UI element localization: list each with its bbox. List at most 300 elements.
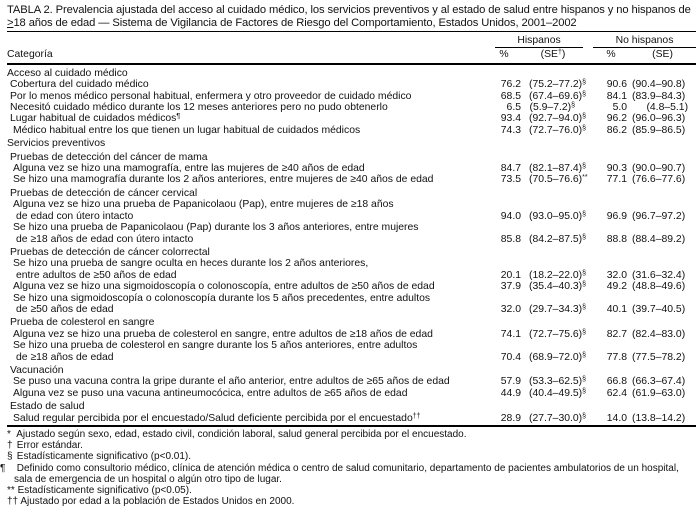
footnote-mark: §	[7, 451, 13, 463]
nonhispanic-ci	[629, 234, 696, 245]
hispanic-ci-value: (68.9–72.0)	[529, 351, 583, 363]
empty-cell	[583, 363, 593, 376]
nonhispanic-pct-value: 96.2	[606, 113, 628, 125]
empty-cell	[629, 186, 696, 199]
hispanic-pct-value: 68.5	[500, 90, 521, 102]
nonhispanic-pct-value: 40.1	[606, 303, 628, 315]
title-text: TABLA 2. Prevalencia ajustada del acceso al cuidado médico, los servicios preventivos y al estado de salud entre hispanos y no hispanos de	[7, 4, 691, 16]
category-cell	[7, 174, 485, 185]
footnote	[7, 429, 696, 440]
empty-cell	[629, 363, 696, 376]
hispanic-ci	[523, 351, 587, 363]
empty-cell	[593, 150, 629, 163]
hispanic-pct	[485, 329, 523, 340]
nonhispanic-pct	[593, 304, 629, 315]
footnote-mark: §	[582, 79, 587, 87]
table-row	[7, 352, 696, 363]
group-label: Hispanos	[495, 35, 583, 48]
category-label: Por lo menos médico personal habitual, enfermera y otro proveedor de cuidado médico	[10, 90, 412, 102]
hispanic-ci-value: (70.5–76.6)	[529, 174, 583, 186]
category-cell	[7, 329, 485, 340]
category-label: Vacunación	[10, 364, 64, 376]
empty-cell	[485, 293, 523, 304]
empty-cell	[523, 150, 583, 163]
hispanic-pct-value: 74.1	[500, 328, 521, 340]
section-row	[7, 315, 696, 328]
nonhispanic-pct-value: 77.8	[606, 351, 628, 363]
footnote-mark: §	[582, 351, 587, 359]
footnote-mark: *	[7, 429, 11, 440]
section-row	[7, 245, 696, 258]
category-cell	[7, 163, 485, 174]
empty-cell	[583, 340, 593, 351]
hispanic-ci	[523, 281, 587, 293]
nonhispanic-pct	[593, 125, 629, 136]
empty-cell	[629, 245, 696, 258]
nonhispanic-pct	[593, 102, 629, 113]
nonhispanic-ci	[629, 352, 696, 363]
nonhispanic-pct-value: 82.7	[606, 328, 628, 340]
empty-cell	[583, 245, 593, 258]
footnote-mark: §	[582, 113, 587, 121]
nonhispanic-pct-value: 49.2	[606, 281, 628, 293]
category-cell	[7, 399, 485, 412]
category-cell	[7, 125, 485, 136]
category-cell	[7, 304, 485, 315]
table-body	[7, 64, 696, 426]
hispanic-pct	[485, 352, 523, 363]
hispanic-pct-value: 28.9	[500, 412, 521, 424]
empty-cell	[485, 258, 523, 269]
hispanic-ci	[523, 376, 587, 388]
hispanic-ci-value: (93.0–95.0)	[529, 210, 583, 222]
hispanic-ci	[523, 303, 587, 315]
group-header-row	[7, 32, 696, 48]
nonhispanic-pct-value: 84.1	[606, 90, 628, 102]
category-cell	[7, 245, 485, 258]
nonhispanic-pct-value: 88.8	[606, 233, 628, 245]
hispanic-ci	[523, 79, 587, 91]
nonhispanic-ci-value: (77.5–78.2)	[632, 351, 686, 363]
hispanic-ci	[523, 163, 587, 175]
nonhispanic-ci-value: (96.7–97.2)	[632, 210, 686, 222]
section-row	[7, 150, 696, 163]
category-cell	[7, 315, 485, 328]
empty-cell	[485, 363, 523, 376]
empty-cell	[485, 315, 523, 328]
footnote-mark: §	[582, 90, 587, 98]
nonhispanic-pct	[593, 388, 629, 399]
hispanic-pct	[485, 413, 523, 426]
empty-cell	[523, 399, 583, 412]
hispanic-pct	[485, 388, 523, 399]
footnote	[0, 462, 699, 485]
footnote-mark: §	[582, 210, 587, 218]
empty-cell	[523, 258, 583, 269]
table-row	[7, 376, 696, 387]
se-label: (SE	[540, 49, 558, 61]
hispanic-pct-value: 20.1	[500, 269, 521, 281]
nonhispanic-ci-value: (61.9–63.0)	[632, 387, 686, 399]
empty-cell	[485, 186, 523, 199]
empty-cell	[629, 293, 696, 304]
nonhispanic-ci	[629, 281, 696, 292]
column-header-nonhisp-se: (SE)	[629, 48, 696, 63]
hispanic-pct-value: 74.3	[500, 124, 521, 136]
category-cell	[7, 186, 485, 199]
hispanic-pct	[485, 234, 523, 245]
nonhispanic-ci	[629, 79, 696, 90]
empty-cell	[583, 136, 593, 149]
category-cell	[7, 102, 485, 113]
title-ge-symbol: >	[7, 17, 14, 29]
footnote-mark: §	[582, 281, 587, 289]
empty-cell	[629, 399, 696, 412]
hispanic-ci	[523, 113, 587, 125]
category-label: Alguna vez se hizo una sigmoidoscopía o colonoscopía, entre adultos de ≥50 años de edad	[13, 281, 435, 293]
category-cell	[7, 293, 485, 304]
table-row	[7, 234, 696, 245]
footnote-text: Ajustado por edad a la población de Estados Unidos en 2000.	[18, 496, 295, 508]
hispanic-pct-value: 57.9	[500, 376, 521, 388]
footnote	[7, 451, 696, 462]
table-row	[7, 329, 696, 340]
footnote-text: Ajustado según sexo, edad, estado civil, condición laboral, salud general percibida por el encuestado.	[14, 429, 467, 440]
nonhispanic-pct	[593, 352, 629, 363]
table-title	[7, 4, 696, 32]
section-row	[7, 64, 696, 79]
hispanic-ci-value: (75.2–77.2)	[529, 79, 583, 91]
hispanic-ci-value: (27.7–30.0)	[529, 412, 583, 424]
hispanic-ci-value: (18.2–22.0)	[529, 269, 583, 281]
hispanic-ci	[523, 210, 587, 222]
hispanic-pct-value: 44.9	[500, 387, 521, 399]
hispanic-pct	[485, 281, 523, 292]
category-label: Servicios preventivos	[7, 138, 106, 150]
nonhispanic-pct	[593, 163, 629, 174]
footnote-mark: **	[582, 174, 588, 182]
footnote-mark: §	[582, 233, 587, 241]
footnote-mark: **	[7, 485, 15, 497]
table-row	[7, 174, 696, 185]
empty-cell	[523, 245, 583, 258]
category-label: Lugar habitual de cuidados médicos	[10, 113, 177, 125]
empty-cell	[593, 64, 629, 79]
empty-cell	[593, 363, 629, 376]
hispanic-ci-value: (82.1–87.4)	[529, 163, 583, 175]
title-text-end: 18 años de edad — Sistema de Vigilancia de Factores de Riesgo del Comportamiento, Estados Unidos, 2001–2002	[13, 17, 577, 29]
section-row	[7, 136, 696, 149]
nonhispanic-pct	[593, 79, 629, 90]
empty-cell	[523, 315, 583, 328]
nonhispanic-pct-value: 62.4	[606, 387, 628, 399]
nonhispanic-ci	[629, 413, 696, 426]
category-label: Médico habitual entre los que tienen un lugar habitual de cuidados médicos	[13, 124, 361, 136]
table-row	[7, 199, 696, 210]
category-cell	[7, 150, 485, 163]
category-label: Se hizo una mamografía durante los 2 años anteriores, entre mujeres de ≥40 años de edad	[13, 174, 434, 186]
table-row	[7, 79, 696, 90]
empty-cell	[593, 136, 629, 149]
nonhispanic-pct	[593, 413, 629, 426]
prevalence-table	[7, 32, 696, 427]
table-row	[7, 125, 696, 136]
category-cell	[7, 199, 485, 210]
empty-cell	[583, 64, 593, 79]
category-cell	[7, 270, 485, 281]
nonhispanic-ci-value: (31.6–32.4)	[632, 269, 686, 281]
category-cell	[7, 234, 485, 245]
footnote-mark: †	[7, 440, 13, 452]
category-cell	[7, 363, 485, 376]
table-row	[7, 222, 696, 233]
nonhispanic-ci	[629, 388, 696, 399]
hispanic-pct	[485, 304, 523, 315]
table-row	[7, 340, 696, 351]
nonhispanic-ci	[629, 174, 696, 185]
empty-cell	[593, 340, 629, 351]
nonhispanic-ci-value: (90.0–90.7)	[632, 163, 686, 175]
empty-cell	[629, 64, 696, 79]
nonhispanic-ci-value: (39.7–40.5)	[632, 303, 686, 315]
category-label: Se hizo una prueba de sangre oculta en heces durante los 2 años anteriores,	[13, 258, 369, 270]
category-cell	[7, 340, 485, 351]
hispanic-pct-value: 76.2	[500, 79, 521, 91]
table-row	[7, 102, 696, 113]
category-label: Salud regular percibida por el encuestado/Salud deficiente percibida por el encuestado	[13, 412, 413, 424]
nonhispanic-ci-value: (90.4–90.8)	[632, 79, 686, 91]
empty-cell	[629, 258, 696, 269]
table-row	[7, 413, 696, 426]
footnote-mark: §	[582, 387, 587, 395]
empty-cell	[593, 245, 629, 258]
empty-cell	[629, 340, 696, 351]
category-cell	[7, 79, 485, 90]
group-label: No hispanos	[593, 35, 696, 48]
footnote-mark: §	[582, 328, 587, 336]
footnote-mark: ††	[412, 412, 421, 420]
empty-cell	[593, 186, 629, 199]
hispanic-ci	[523, 387, 587, 399]
nonhispanic-pct-value: 86.2	[606, 124, 628, 136]
hispanic-pct-value: 37.9	[500, 281, 521, 293]
nonhispanic-pct	[593, 113, 629, 124]
nonhispanic-ci	[629, 211, 696, 222]
hispanic-ci	[523, 124, 587, 136]
empty-cell	[583, 199, 593, 210]
column-header-row	[7, 48, 696, 63]
category-cell	[7, 222, 485, 233]
category-label: Alguna vez se hizo una mamografía, entre las mujeres de ≥40 años de edad	[13, 163, 365, 175]
nonhispanic-ci	[629, 91, 696, 102]
nonhispanic-pct	[593, 174, 629, 185]
hispanic-ci	[523, 174, 588, 186]
hispanic-pct-value: 32.0	[500, 303, 521, 315]
category-cell	[7, 258, 485, 269]
footnote-mark: ¶	[0, 462, 6, 474]
footnote-mark: §	[582, 124, 587, 132]
hispanic-ci-value: (84.2–87.5)	[529, 233, 583, 245]
category-label: Pruebas de detección del cáncer de mama	[10, 151, 208, 163]
empty-cell	[629, 315, 696, 328]
empty-cell	[583, 399, 593, 412]
hispanic-pct	[485, 79, 523, 90]
empty-cell	[523, 186, 583, 199]
category-label: Alguna vez se hizo una prueba de colesterol en sangre, entre adultos de ≥18 años de edad	[13, 328, 433, 340]
nonhispanic-ci-value: (88.4–89.2)	[632, 233, 686, 245]
section-row	[7, 363, 696, 376]
category-cell	[7, 136, 485, 149]
category-label: Se hizo una prueba de Papanicolaou (Pap) durante los 3 años anteriores, entre mujeres	[13, 222, 419, 234]
category-label: entre adultos de ≥50 años de edad	[16, 269, 177, 281]
nonhispanic-pct-value: 77.1	[606, 174, 628, 186]
empty-cell	[583, 258, 593, 269]
nonhispanic-ci	[629, 163, 696, 174]
table-row	[7, 91, 696, 102]
hispanic-ci	[523, 412, 587, 426]
empty-cell	[485, 199, 523, 210]
footnote	[7, 440, 696, 451]
category-label: Pruebas de detección de cáncer cervical	[10, 187, 198, 199]
category-cell	[7, 413, 485, 426]
nonhispanic-ci	[629, 125, 696, 136]
empty-cell	[629, 150, 696, 163]
hispanic-pct	[485, 125, 523, 136]
table-row	[7, 163, 696, 174]
hispanic-pct	[485, 376, 523, 387]
hispanic-pct	[485, 211, 523, 222]
empty-cell	[583, 222, 593, 233]
nonhispanic-ci	[629, 304, 696, 315]
category-label: Prueba de colesterol en sangre	[10, 317, 155, 329]
nonhispanic-ci	[629, 102, 696, 113]
footnote-mark: ¶	[176, 113, 181, 121]
hispanic-ci	[523, 90, 587, 102]
category-label: de edad con útero intacto	[16, 210, 134, 222]
empty-cell	[485, 222, 523, 233]
hispanic-ci	[523, 102, 583, 113]
footnote-mark: §	[582, 163, 587, 171]
empty-cell	[485, 399, 523, 412]
hispanic-pct-value: 94.0	[500, 210, 521, 222]
se-close: )	[561, 49, 566, 61]
category-label: Se puso una vacuna contra la gripe durante el año anterior, entre adultos de ≥65 años de edad	[13, 376, 450, 388]
empty-cell	[523, 64, 583, 79]
empty-cell	[523, 222, 583, 233]
nonhispanic-ci-value: (82.4–83.0)	[632, 328, 686, 340]
category-cell	[7, 376, 485, 387]
empty-cell	[583, 293, 593, 304]
category-label: Acceso al cuidado médico	[7, 67, 128, 79]
hispanic-pct	[485, 91, 523, 102]
hispanic-pct	[485, 163, 523, 174]
footnote-text: Estadísticamente significativo (p<0.01).	[14, 451, 192, 463]
hispanic-ci-value: (72.7–76.0)	[529, 124, 583, 136]
section-row	[7, 399, 696, 412]
nonhispanic-ci-value: (48.8–49.6)	[632, 281, 686, 293]
table-row	[7, 281, 696, 292]
nonhispanic-pct-value: 90.6	[606, 79, 628, 91]
category-label: Cobertura del cuidado médico	[10, 79, 149, 91]
hispanic-pct	[485, 174, 523, 185]
hispanic-ci-value: (40.4–49.5)	[529, 387, 583, 399]
hispanic-ci-value: (92.7–94.0)	[529, 113, 583, 125]
gap	[583, 102, 593, 113]
table-row	[7, 388, 696, 399]
nonhispanic-pct	[593, 234, 629, 245]
column-header-category: Categoría	[7, 48, 485, 63]
empty-cell	[523, 363, 583, 376]
category-label: de ≥18 años de edad	[16, 351, 114, 363]
category-label: Pruebas de detección de cáncer colorrectal	[10, 246, 210, 258]
empty-cell	[485, 136, 523, 149]
hispanic-pct	[485, 113, 523, 124]
table-row	[7, 258, 696, 269]
category-label: Estado de salud	[10, 401, 85, 413]
hispanic-pct-value: 73.5	[500, 174, 521, 186]
hispanic-ci-value: (29.7–34.3)	[529, 303, 583, 315]
footnote-text: Definido como consultorio médico, clínica de atención médica o centro de salud comunitario, departamento de pacientes ambulatorios de un hospital, sala de emergencia de un hospital o algún otro tipo de lugar.	[14, 462, 679, 485]
footnotes	[0, 429, 696, 508]
group-header-no-hispanos	[593, 32, 696, 48]
column-header-nonhisp-pct: %	[593, 48, 629, 63]
table-row	[7, 270, 696, 281]
category-label: de ≥18 años de edad con útero intacto	[16, 233, 194, 245]
empty-cell	[523, 199, 583, 210]
category-label: Alguna vez se hizo una prueba de Papanicolaou (Pap), entre mujeres de ≥18 años	[13, 199, 394, 211]
empty-cell	[485, 245, 523, 258]
footnote-text: Error estándar.	[14, 440, 83, 452]
empty-cell	[583, 315, 593, 328]
table-row	[7, 113, 696, 124]
hispanic-ci	[523, 269, 587, 281]
table-row	[7, 304, 696, 315]
footnote-mark: §	[582, 303, 587, 311]
nonhispanic-ci-value: (4.8–5.1)	[646, 102, 689, 114]
empty-cell	[523, 136, 583, 149]
empty-cell	[593, 199, 629, 210]
footnote-mark: §	[582, 376, 587, 384]
nonhispanic-ci-value: (83.9–84.3)	[632, 90, 686, 102]
nonhispanic-ci-value: (96.0–96.3)	[632, 113, 686, 125]
footnote	[7, 496, 696, 507]
hispanic-ci-value: (53.3–62.5)	[529, 376, 583, 388]
empty-cell	[629, 199, 696, 210]
nonhispanic-ci-value: (13.8–14.2)	[632, 412, 686, 424]
nonhispanic-pct	[593, 281, 629, 292]
nonhispanic-pct-value: 66.8	[606, 376, 628, 388]
empty-cell	[583, 150, 593, 163]
nonhispanic-pct	[593, 211, 629, 222]
hispanic-ci-value: (35.4–40.3)	[529, 281, 583, 293]
empty-cell	[485, 64, 523, 79]
footnote-mark: ††	[7, 496, 19, 508]
footnote-mark: §	[582, 269, 587, 277]
footnote-mark: §	[582, 412, 587, 420]
empty-cell	[485, 340, 523, 351]
category-cell	[7, 281, 485, 292]
hispanic-pct-value: 84.7	[500, 163, 521, 175]
column-header-hisp-pct: %	[485, 48, 523, 63]
hispanic-pct-value: 93.4	[500, 113, 521, 125]
empty-cell	[485, 150, 523, 163]
section-row	[7, 186, 696, 199]
empty-cell	[593, 399, 629, 412]
category-label: Alguna vez se puso una vacuna antineumocócica, entre adultos de ≥65 años de edad	[13, 387, 408, 399]
nonhispanic-pct	[593, 270, 629, 281]
category-label: Necesitó cuidado médico durante los 12 meses anteriores pero no pudo obtenerlo	[10, 102, 388, 114]
category-cell	[7, 113, 485, 124]
